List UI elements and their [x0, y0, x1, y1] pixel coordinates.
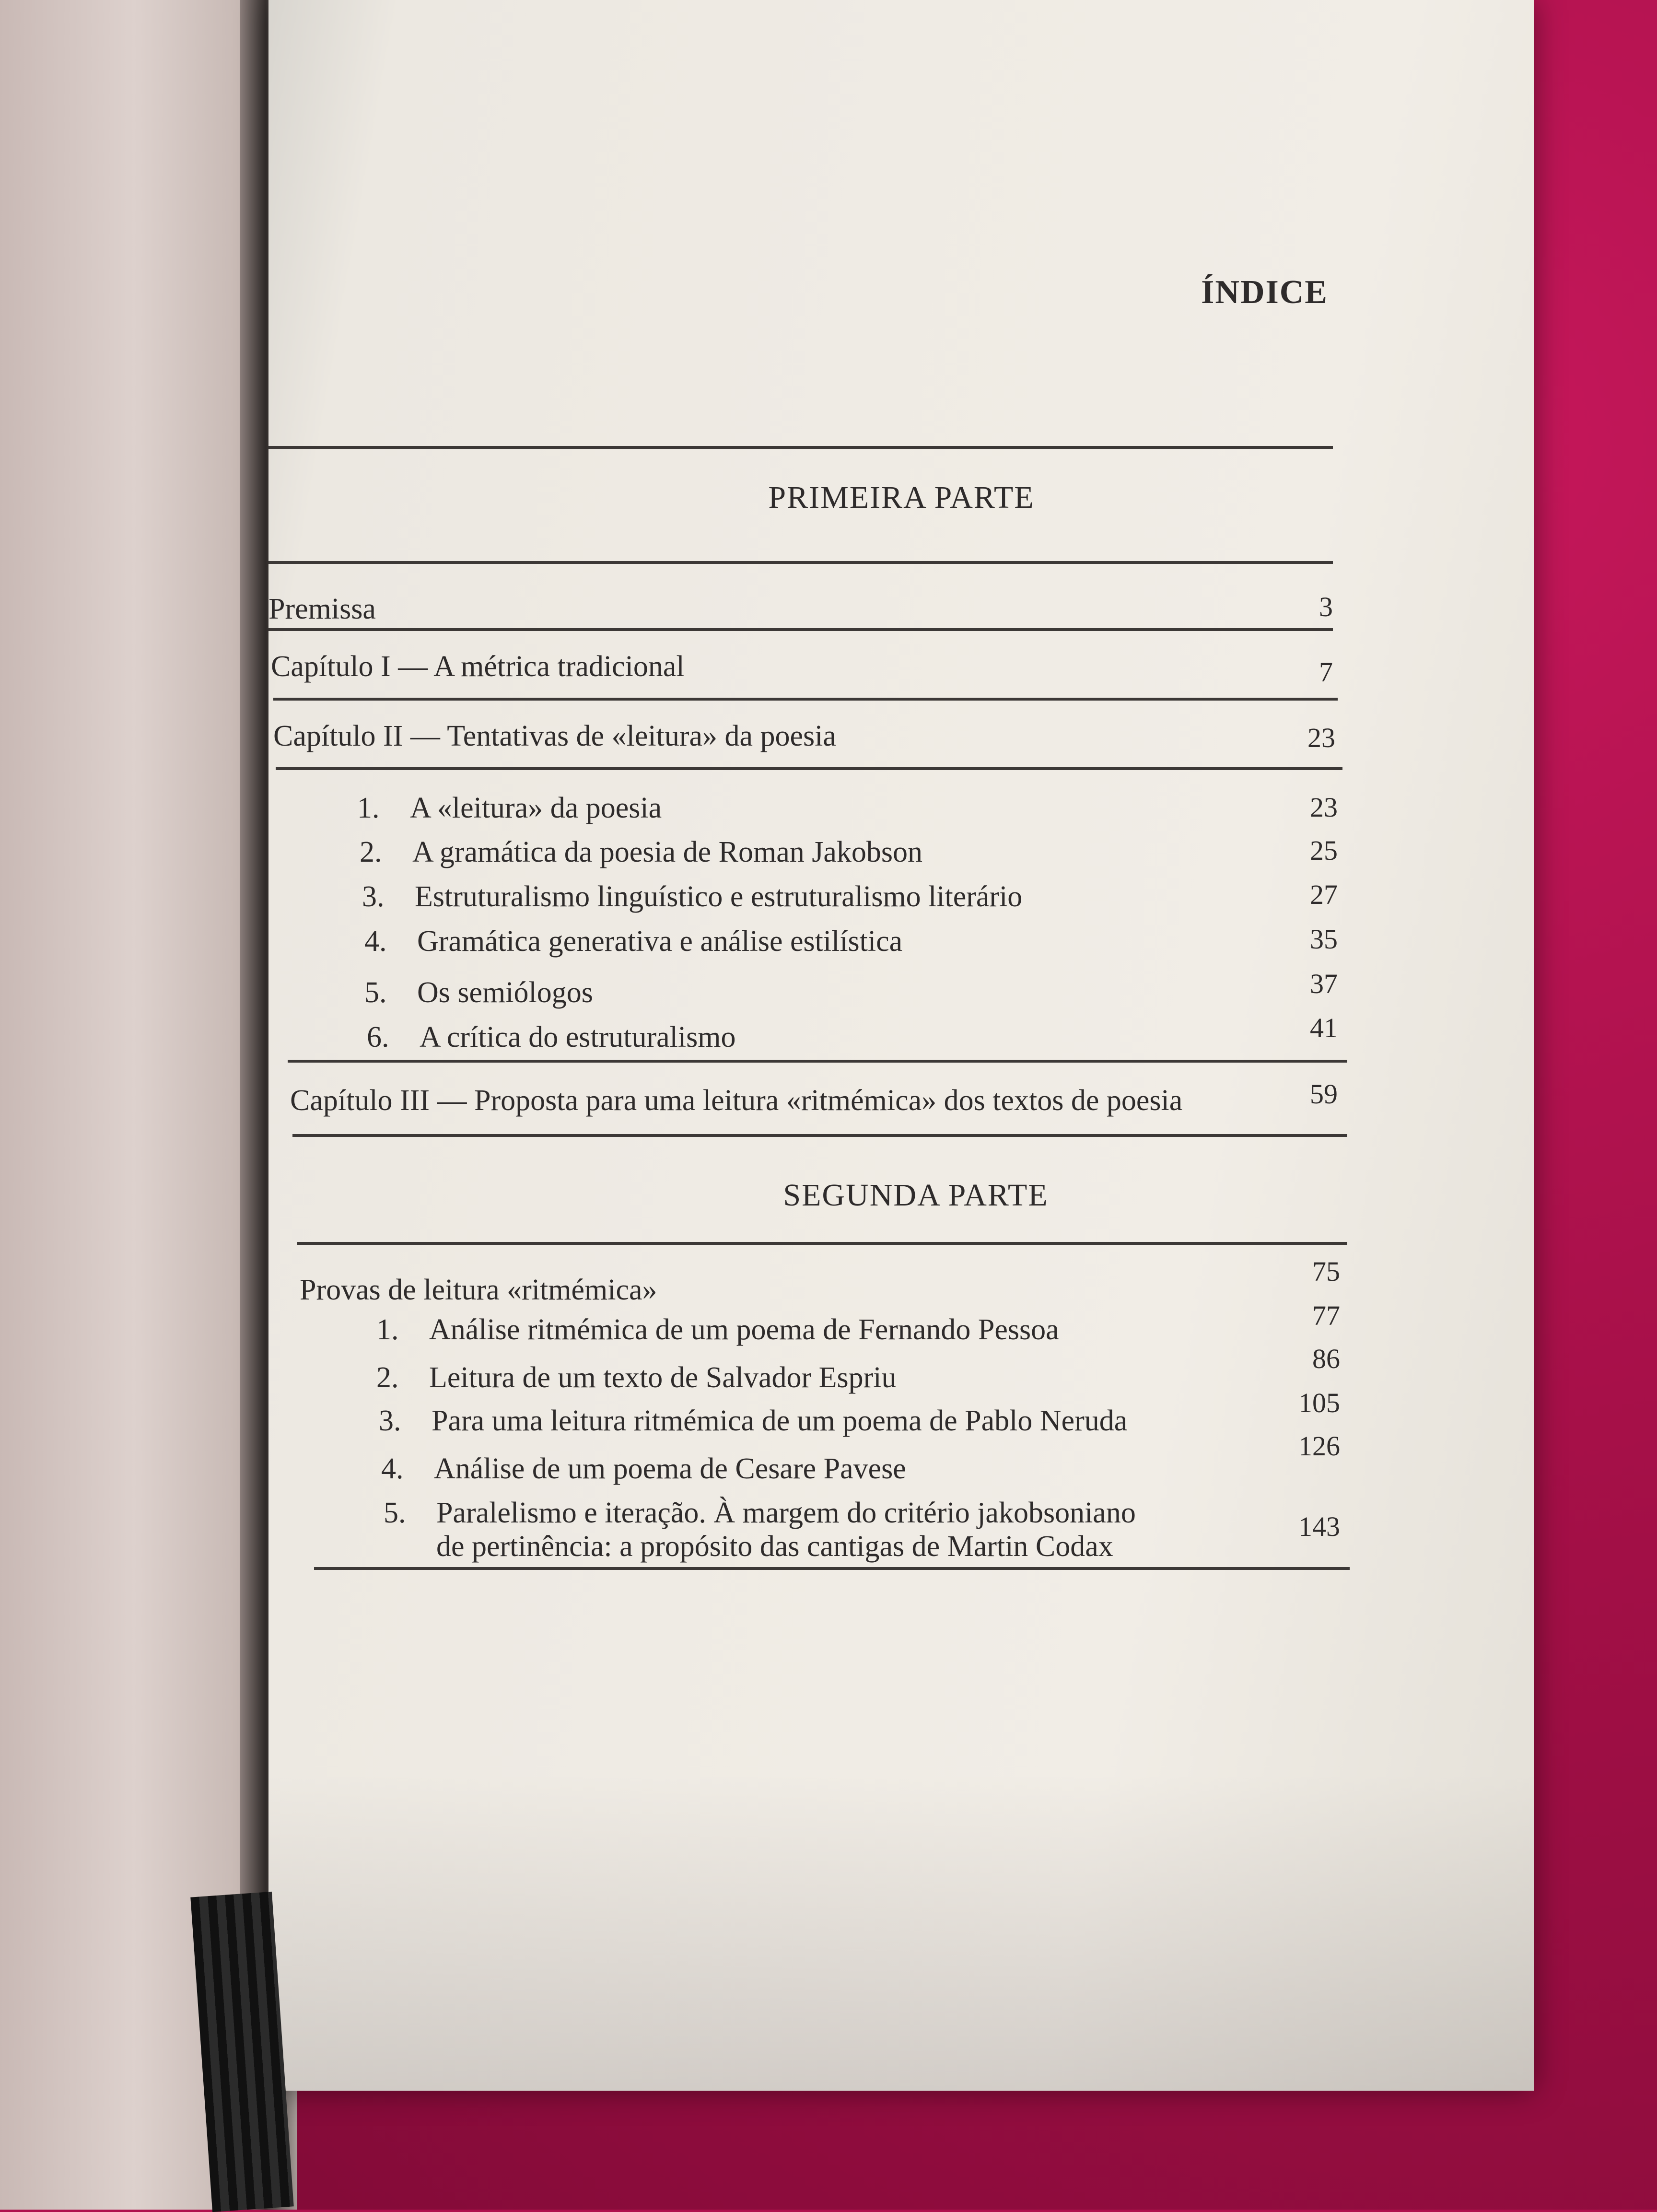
toc-subentry: 3. Para uma leitura ritmémica de um poema de Pablo Neruda [379, 1404, 1128, 1437]
page-number: 3 [1319, 591, 1333, 622]
page-number: 105 [1298, 1387, 1340, 1418]
divider [288, 1060, 1347, 1063]
page-number: 75 [1312, 1256, 1340, 1287]
toc-subentry-continuation: de pertinência: a propósito das cantigas de Martin Codax [436, 1530, 1113, 1563]
toc-entry-capitulo-2: Capítulo II — Tentativas de «leitura» da poesia [273, 720, 836, 752]
page-number: 27 [1310, 879, 1338, 910]
divider [268, 446, 1333, 449]
page-number: 41 [1310, 1012, 1338, 1043]
page-number: 35 [1310, 924, 1338, 955]
toc-subentry: 5. Paralelismo e iteração. À margem do critério jakobsoniano [384, 1497, 1136, 1529]
page-number: 7 [1319, 656, 1333, 688]
page-number: 23 [1307, 722, 1335, 753]
toc-subentry: 5. Os semiólogos [364, 976, 593, 1009]
toc-subentry: 2. Leitura de um texto de Salvador Espriu [376, 1361, 897, 1394]
page-number: 23 [1310, 792, 1338, 823]
part-heading-segunda: SEGUNDA PARTE [783, 1178, 1049, 1213]
divider [268, 561, 1333, 564]
page-number: 59 [1310, 1078, 1338, 1110]
toc-entry-premissa: Premissa [268, 593, 376, 625]
page-number: 37 [1310, 968, 1338, 999]
divider [314, 1567, 1350, 1570]
divider [276, 767, 1342, 770]
divider [292, 1134, 1347, 1137]
page-number: 143 [1298, 1511, 1340, 1542]
toc-entry-capitulo-1: Capítulo I — A métrica tradicional [271, 650, 685, 683]
page-number: 86 [1312, 1343, 1340, 1374]
toc-entry-provas: Provas de leitura «ritmémica» [300, 1274, 657, 1306]
toc-subentry: 1. Análise ritmémica de um poema de Fernando Pessoa [376, 1313, 1059, 1346]
divider [297, 1242, 1347, 1245]
divider [268, 628, 1333, 631]
part-heading-primeira: PRIMEIRA PARTE [768, 480, 1035, 515]
page-number: 25 [1310, 835, 1338, 866]
left-page [0, 0, 268, 2210]
page-number: 126 [1298, 1430, 1340, 1462]
toc-subentry: 6. A crítica do estruturalismo [367, 1021, 736, 1053]
toc-subentry: 3. Estruturalismo linguístico e estruturalismo literário [362, 880, 1023, 913]
toc-subentry: 4. Gramática generativa e análise estilística [364, 925, 903, 958]
page-title: ÍNDICE [1201, 274, 1328, 311]
page-number: 77 [1312, 1300, 1340, 1331]
toc-subentry: 4. Análise de um poema de Cesare Pavese [381, 1452, 906, 1485]
toc-entry-capitulo-3: Capítulo III — Proposta para uma leitura «ritmémica» dos textos de poesia [290, 1084, 1183, 1117]
table-of-contents [268, 0, 1534, 2091]
toc-subentry: 1. A «leitura» da poesia [357, 792, 662, 824]
toc-subentry: 2. A gramática da poesia de Roman Jakobson [360, 836, 923, 868]
divider [273, 698, 1338, 701]
